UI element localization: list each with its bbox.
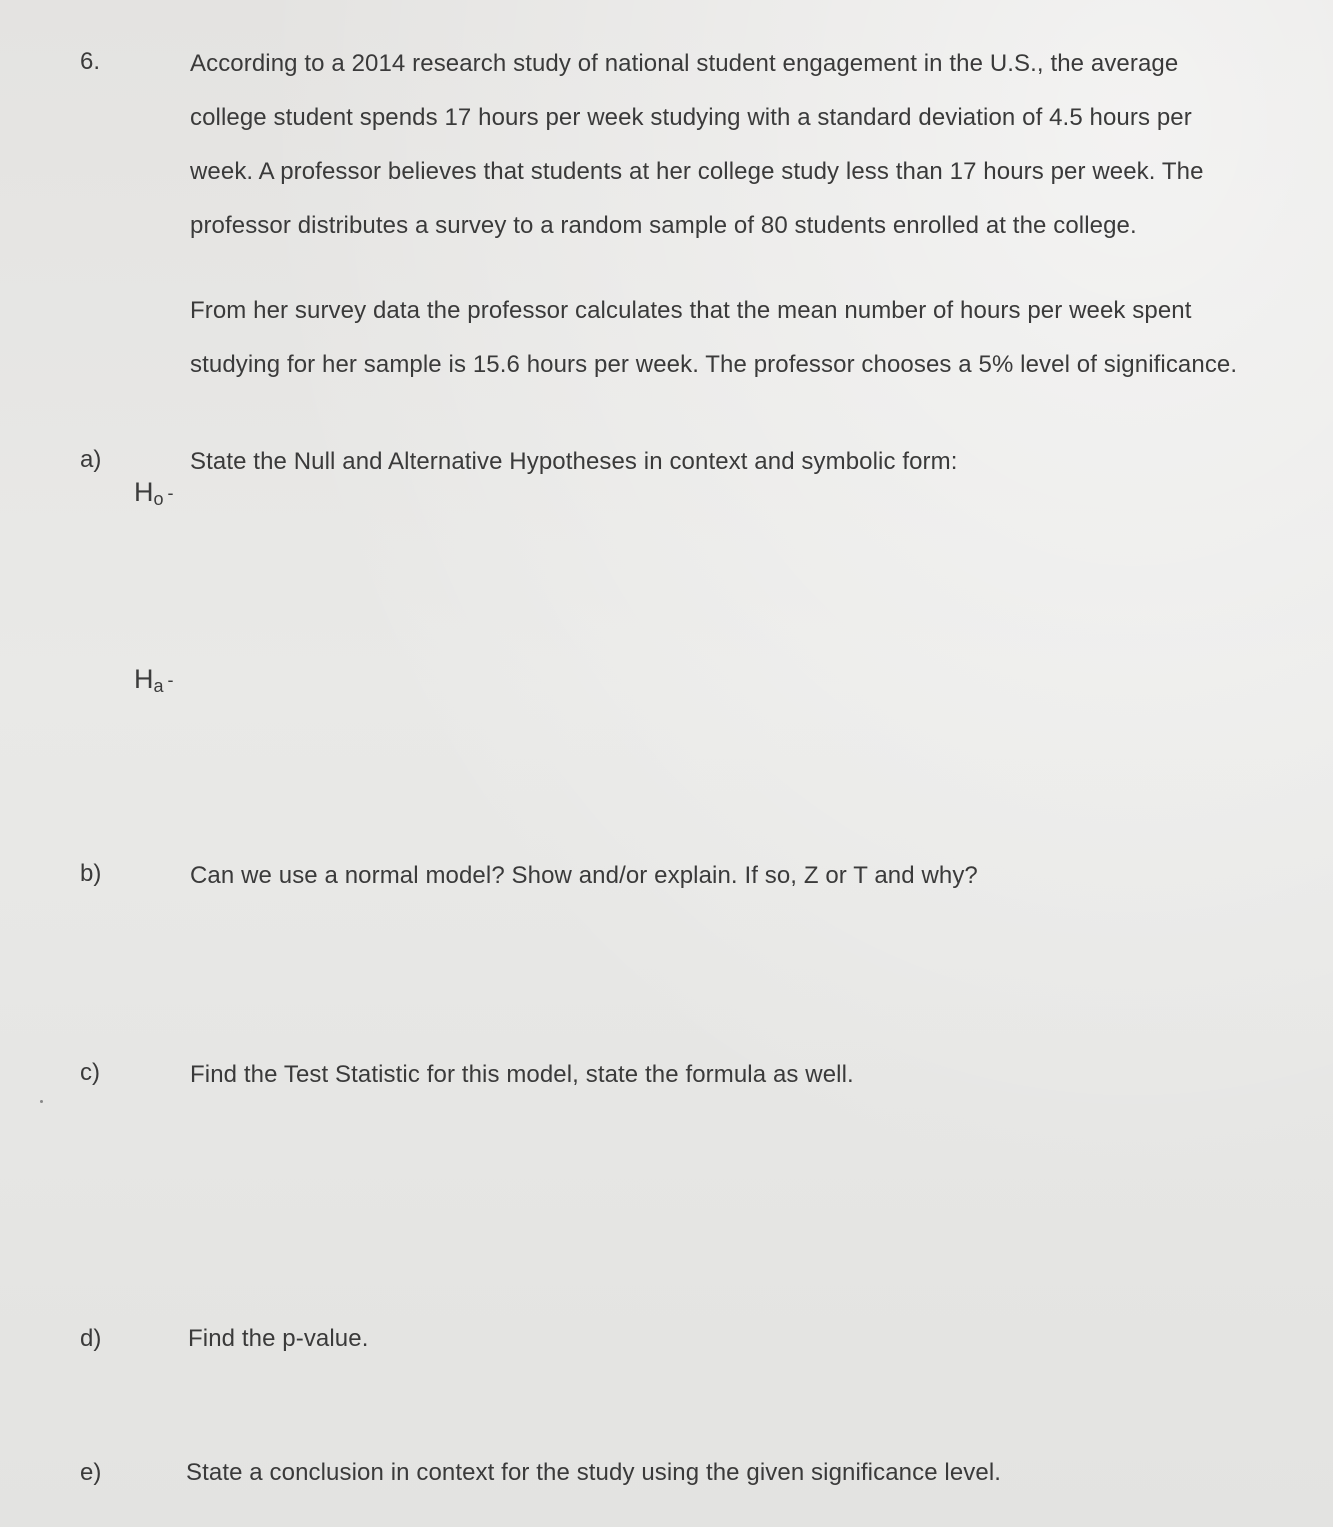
intro-line: According to a 2014 research study of national student engagement in the U.S., the average (190, 50, 1179, 77)
part-c-prompt: Find the Test Statistic for this model, state the formula as well. (190, 1061, 854, 1088)
data-line: studying for her sample is 15.6 hours per week. The professor chooses a 5% level of significance. (190, 351, 1238, 378)
part-d-label: d) (80, 1325, 102, 1352)
ha-subscript: a (153, 676, 164, 696)
ha-dash: - (167, 670, 174, 690)
part-e-label: e) (80, 1459, 102, 1486)
part-b-prompt: Can we use a normal model? Show and/or explain. If so, Z or T and why? (190, 862, 978, 889)
intro-line: week. A professor believes that students at her college study less than 17 hours per week. The (190, 158, 1204, 185)
null-hypothesis-label (134, 477, 174, 510)
intro-line: professor distributes a survey to a random sample of 80 students enrolled at the college. (190, 212, 1137, 239)
part-a-label: a) (80, 446, 102, 473)
data-line: From her survey data the professor calculates that the mean number of hours per week spent (190, 297, 1192, 324)
intro-line: college student spends 17 hours per week studying with a standard deviation of 4.5 hours per (190, 104, 1192, 131)
paper-speck (40, 1100, 43, 1103)
alternative-hypothesis-label (134, 664, 174, 697)
part-e-prompt: State a conclusion in context for the study using the given significance level. (186, 1459, 1002, 1486)
part-b-label: b) (80, 860, 102, 887)
part-a-prompt: State the Null and Alternative Hypotheses in context and symbolic form: (190, 448, 958, 475)
h0-dash: - (167, 483, 174, 503)
part-c-label: c) (80, 1059, 100, 1086)
h0-subscript: o (153, 489, 164, 509)
h0-letter: H (134, 477, 154, 507)
question-number: 6. (80, 48, 101, 75)
ha-letter: H (134, 664, 154, 694)
part-d-prompt: Find the p-value. (188, 1325, 369, 1352)
